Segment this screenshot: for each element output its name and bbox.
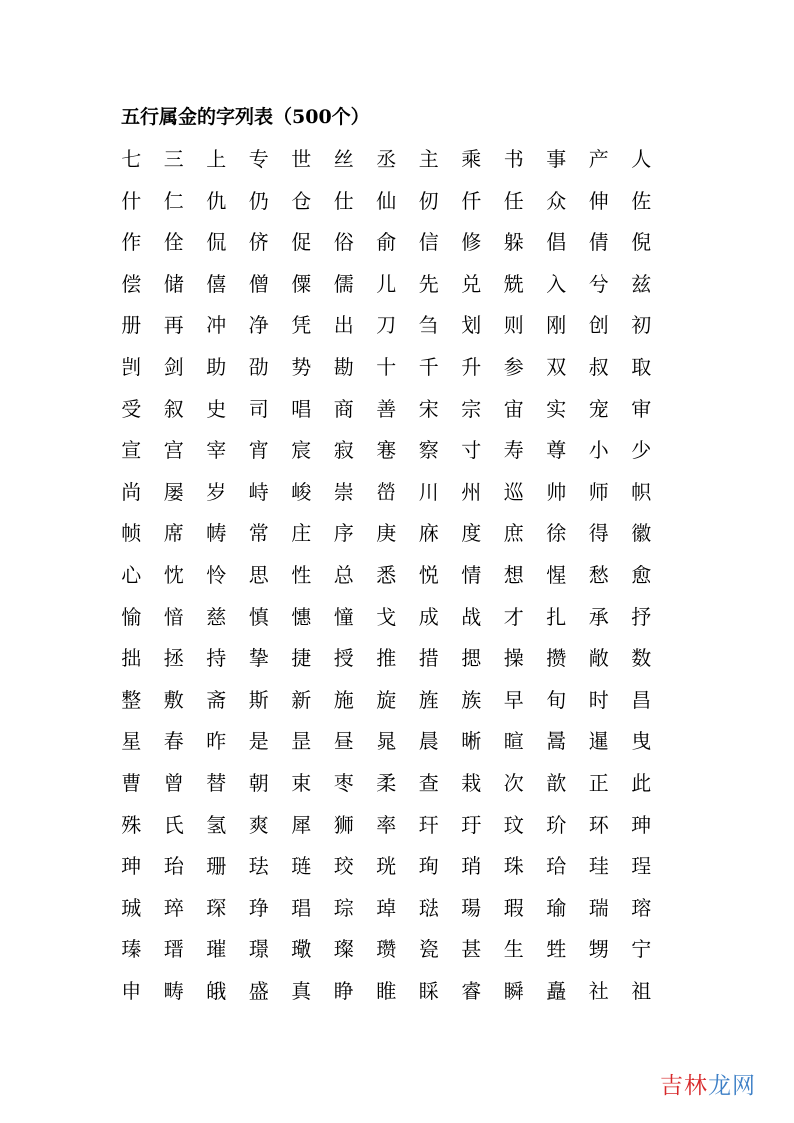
character-cell: 创: [588, 313, 609, 338]
character-cell: 正: [588, 770, 609, 795]
character-cell: 师: [588, 479, 609, 504]
character-cell: 瑨: [163, 937, 184, 962]
character-cell: 促: [291, 230, 312, 255]
character-cell: 璥: [291, 937, 312, 962]
character-cell: 朝: [248, 770, 269, 795]
character-cell: 侪: [248, 230, 269, 255]
character-cell: 珖: [376, 854, 397, 879]
character-cell: 琺: [418, 895, 439, 920]
character-cell: 曹: [121, 770, 142, 795]
character-cell: 察: [418, 438, 439, 463]
character-cell: 崇: [333, 479, 354, 504]
character-cell: 丞: [376, 147, 397, 171]
character-cell: 先: [418, 271, 439, 296]
character-cell: 珨: [546, 854, 567, 879]
character-cell: 爽: [248, 812, 269, 837]
character-cell: 帧: [121, 521, 142, 546]
character-cell: 睢: [376, 978, 397, 1003]
character-table: [110, 139, 663, 1012]
character-cell: 宫: [163, 438, 184, 463]
character-cell: 攒: [546, 646, 567, 671]
character-cell: 兑: [461, 271, 482, 296]
character-cell: 净: [248, 313, 269, 338]
character-cell: 歆: [546, 770, 567, 795]
character-cell: 玕: [418, 812, 439, 837]
character-cell: 旌: [418, 687, 439, 712]
character-cell: 庄: [291, 521, 312, 546]
character-cell: 佐: [631, 188, 652, 213]
character-cell: 三: [163, 147, 184, 171]
character-cell: 愉: [121, 604, 142, 629]
character-cell: 璀: [206, 937, 227, 962]
character-cell: 凭: [291, 313, 312, 338]
character-cell: 峙: [248, 479, 269, 504]
character-cell: 皒: [206, 978, 227, 1003]
character-cell: 储: [163, 271, 184, 296]
character-cell: 悦: [418, 562, 439, 587]
character-cell: 束: [291, 770, 312, 795]
character-cell: 序: [333, 521, 354, 546]
character-cell: 入: [546, 271, 567, 296]
character-cell: 曳: [631, 729, 652, 754]
character-cell: 剀: [121, 354, 142, 379]
character-cell: 是: [248, 729, 269, 754]
character-cell: 珅: [121, 854, 142, 879]
character-cell: 睁: [333, 978, 354, 1003]
character-cell: 倪: [631, 230, 652, 255]
character-cell: 书: [503, 147, 524, 171]
character-cell: 生: [503, 937, 524, 962]
character-cell: 倩: [588, 230, 609, 255]
character-cell: 睿: [461, 978, 482, 1003]
character-cell: 战: [461, 604, 482, 629]
character-cell: 总: [333, 562, 354, 587]
character-cell: 昰: [291, 729, 312, 754]
character-cell: 承: [588, 604, 609, 629]
character-cell: 珐: [248, 854, 269, 879]
character-cell: 修: [461, 230, 482, 255]
character-cell: 受: [121, 396, 142, 421]
watermark-text-blue: 龙网: [708, 1073, 756, 1099]
character-cell: 玟: [503, 812, 524, 837]
character-cell: 玗: [461, 812, 482, 837]
character-cell: 狮: [333, 812, 354, 837]
character-cell: 册: [121, 313, 142, 338]
character-cell: 嵤: [376, 479, 397, 504]
character-cell: 拯: [163, 646, 184, 671]
character-cell: 栽: [461, 770, 482, 795]
character-cell: 仓: [291, 188, 312, 213]
character-cell: 次: [503, 770, 524, 795]
character-cell: 俞: [376, 230, 397, 255]
character-cell: 甚: [461, 937, 482, 962]
character-cell: 昌: [631, 687, 652, 712]
character-cell: 岁: [206, 479, 227, 504]
character-cell: 犀: [291, 812, 312, 837]
character-cell: 措: [418, 646, 439, 671]
character-cell: 世: [291, 147, 312, 171]
character-cell: 憓: [291, 604, 312, 629]
character-cell: 畴: [163, 978, 184, 1003]
character-cell: 揌: [461, 646, 482, 671]
character-cell: 取: [631, 354, 652, 379]
character-cell: 史: [206, 396, 227, 421]
character-cell: 兹: [631, 271, 652, 296]
character-cell: 实: [546, 396, 567, 421]
character-cell: 拙: [121, 646, 142, 671]
character-cell: 作: [121, 230, 142, 255]
character-cell: 小: [588, 438, 609, 463]
character-cell: 琤: [248, 895, 269, 920]
character-cell: 瓷: [418, 937, 439, 962]
character-cell: 常: [248, 521, 269, 546]
character-cell: 伸: [588, 188, 609, 213]
character-cell: 慎: [248, 604, 269, 629]
character-cell: 侃: [206, 230, 227, 255]
character-cell: 愈: [631, 562, 652, 587]
character-cell: 推: [376, 646, 397, 671]
character-cell: 旬: [546, 687, 567, 712]
character-cell: 整: [121, 687, 142, 712]
character-cell: 祖: [631, 978, 652, 1003]
character-cell: 想: [503, 562, 524, 587]
character-cell: 敞: [588, 646, 609, 671]
character-cell: 思: [248, 562, 269, 587]
character-cell: 殊: [121, 812, 142, 837]
character-cell: 晰: [461, 729, 482, 754]
character-cell: 七: [121, 147, 142, 171]
character-cell: 瓒: [376, 937, 397, 962]
character-cell: 宁: [631, 937, 652, 962]
character-cell: 佺: [163, 230, 184, 255]
character-cell: 捷: [291, 646, 312, 671]
character-cell: 琸: [376, 895, 397, 920]
character-cell: 俗: [333, 230, 354, 255]
character-cell: 成: [418, 604, 439, 629]
character-cell: 出: [333, 313, 354, 338]
character-cell: 帜: [631, 479, 652, 504]
character-cell: 社: [588, 978, 609, 1003]
character-cell: 躲: [503, 230, 524, 255]
character-cell: 琗: [163, 895, 184, 920]
character-cell: 宣: [121, 438, 142, 463]
character-cell: 斯: [248, 687, 269, 712]
character-cell: 兟: [503, 271, 524, 296]
character-cell: 琏: [291, 854, 312, 879]
character-cell: 儒: [333, 271, 354, 296]
character-cell: 任: [503, 188, 524, 213]
character-cell: 昨: [206, 729, 227, 754]
character-cell: 申: [121, 978, 142, 1003]
character-cell: 柔: [376, 770, 397, 795]
character-cell: 查: [418, 770, 439, 795]
character-cell: 斋: [206, 687, 227, 712]
character-cell: 度: [461, 521, 482, 546]
character-cell: 倡: [546, 230, 567, 255]
character-cell: 瑕: [503, 895, 524, 920]
character-cell: 珪: [588, 854, 609, 879]
character-cell: 璟: [248, 937, 269, 962]
character-cell: 寸: [461, 438, 482, 463]
character-cell: 信: [418, 230, 439, 255]
character-cell: 千: [418, 354, 439, 379]
character-cell: 情: [461, 562, 482, 587]
character-cell: 峻: [291, 479, 312, 504]
character-cell: 儿: [376, 271, 397, 296]
character-cell: 矗: [546, 978, 567, 1003]
character-cell: 早: [503, 687, 524, 712]
character-cell: 什: [121, 188, 142, 213]
character-cell: 暠: [546, 729, 567, 754]
character-cell: 惺: [546, 562, 567, 587]
character-cell: 叙: [163, 396, 184, 421]
character-cell: 氏: [163, 812, 184, 837]
character-cell: 珵: [631, 854, 652, 879]
character-cell: 偿: [121, 271, 142, 296]
character-cell: 愔: [163, 604, 184, 629]
character-cell: 帱: [206, 521, 227, 546]
character-cell: 十: [376, 354, 397, 379]
character-cell: 旋: [376, 687, 397, 712]
character-cell: 琑: [461, 854, 482, 879]
character-cell: 替: [206, 770, 227, 795]
character-cell: 晁: [376, 729, 397, 754]
character-cell: 宠: [588, 396, 609, 421]
character-cell: 僳: [291, 271, 312, 296]
character-cell: 瑒: [461, 895, 482, 920]
character-cell: 刍: [418, 313, 439, 338]
character-cell: 琮: [333, 895, 354, 920]
character-cell: 善: [376, 396, 397, 421]
character-cell: 势: [291, 354, 312, 379]
character-cell: 徽: [631, 521, 652, 546]
character-cell: 专: [248, 147, 269, 171]
character-cell: 宸: [291, 438, 312, 463]
character-cell: 琛: [206, 895, 227, 920]
character-cell: 扎: [546, 604, 567, 629]
character-cell: 划: [461, 313, 482, 338]
character-cell: 氢: [206, 812, 227, 837]
character-cell: 川: [418, 479, 439, 504]
character-cell: 僧: [248, 271, 269, 296]
character-cell: 授: [333, 646, 354, 671]
character-cell: 仕: [333, 188, 354, 213]
character-cell: 愁: [588, 562, 609, 587]
character-cell: 勘: [333, 354, 354, 379]
character-cell: 仙: [376, 188, 397, 213]
character-cell: 枣: [333, 770, 354, 795]
character-cell: 族: [461, 687, 482, 712]
character-cell: 州: [461, 479, 482, 504]
character-cell: 再: [163, 313, 184, 338]
character-cell: 审: [631, 396, 652, 421]
character-cell: 产: [588, 147, 609, 171]
character-cell: 操: [503, 646, 524, 671]
character-cell: 助: [206, 354, 227, 379]
character-cell: 丝: [333, 147, 354, 171]
character-cell: 此: [631, 770, 652, 795]
character-cell: 众: [546, 188, 567, 213]
character-cell: 慈: [206, 604, 227, 629]
character-cell: 宰: [206, 438, 227, 463]
character-cell: 宵: [248, 438, 269, 463]
page-title: 五行属金的字列表（500个）: [121, 106, 370, 128]
character-cell: 庶: [503, 521, 524, 546]
character-cell: 睬: [418, 978, 439, 1003]
character-cell: 劭: [248, 354, 269, 379]
character-cell: 暄: [503, 729, 524, 754]
character-cell: 参: [503, 354, 524, 379]
character-cell: 仁: [163, 188, 184, 213]
character-cell: 瑜: [546, 895, 567, 920]
character-cell: 琩: [291, 895, 312, 920]
character-cell: 得: [588, 521, 609, 546]
character-cell: 持: [206, 646, 227, 671]
character-cell: 席: [163, 521, 184, 546]
character-cell: 人: [631, 147, 652, 171]
character-cell: 珅: [631, 812, 652, 837]
character-cell: 庚: [376, 521, 397, 546]
character-cell: 环: [588, 812, 609, 837]
character-cell: 晨: [418, 729, 439, 754]
character-cell: 唱: [291, 396, 312, 421]
character-cell: 帅: [546, 479, 567, 504]
character-cell: 刚: [546, 313, 567, 338]
character-cell: 春: [163, 729, 184, 754]
character-cell: 瑞: [588, 895, 609, 920]
character-cell: 僖: [206, 271, 227, 296]
character-cell: 星: [121, 729, 142, 754]
character-cell: 憧: [333, 604, 354, 629]
character-cell: 升: [461, 354, 482, 379]
character-cell: 庥: [418, 521, 439, 546]
character-cell: 珹: [121, 895, 142, 920]
character-cell: 玠: [546, 812, 567, 837]
character-cell: 则: [503, 313, 524, 338]
character-cell: 才: [503, 604, 524, 629]
character-cell: 宙: [503, 396, 524, 421]
character-cell: 敷: [163, 687, 184, 712]
watermark-logo: [660, 1071, 756, 1101]
character-cell: 珣: [418, 854, 439, 879]
character-cell: 瞬: [503, 978, 524, 1003]
character-cell: 珠: [503, 854, 524, 879]
character-cell: 性: [291, 562, 312, 587]
character-cell: 商: [333, 396, 354, 421]
character-cell: 尚: [121, 479, 142, 504]
character-cell: 初: [631, 313, 652, 338]
character-cell: 徐: [546, 521, 567, 546]
character-cell: 冲: [206, 313, 227, 338]
character-cell: 戈: [376, 604, 397, 629]
character-cell: 瑧: [121, 937, 142, 962]
character-cell: 数: [631, 646, 652, 671]
character-cell: 忱: [163, 562, 184, 587]
character-cell: 率: [376, 812, 397, 837]
character-cell: 真: [291, 978, 312, 1003]
character-cell: 上: [206, 147, 227, 171]
character-cell: 主: [418, 147, 439, 171]
character-cell: 甡: [546, 937, 567, 962]
character-cell: 仍: [248, 188, 269, 213]
character-cell: 甥: [588, 937, 609, 962]
character-cell: 抒: [631, 604, 652, 629]
character-cell: 暹: [588, 729, 609, 754]
character-cell: 兮: [588, 271, 609, 296]
character-cell: 叔: [588, 354, 609, 379]
character-cell: 寿: [503, 438, 524, 463]
character-cell: 仞: [418, 188, 439, 213]
character-cell: 寂: [333, 438, 354, 463]
character-cell: 璨: [333, 937, 354, 962]
character-cell: 剑: [163, 354, 184, 379]
character-cell: 瑢: [631, 895, 652, 920]
character-cell: 珆: [163, 854, 184, 879]
character-cell: 司: [248, 396, 269, 421]
character-cell: 昼: [333, 729, 354, 754]
character-cell: 尊: [546, 438, 567, 463]
character-cell: 珓: [333, 854, 354, 879]
character-cell: 寋: [376, 438, 397, 463]
character-cell: 宗: [461, 396, 482, 421]
character-cell: 心: [121, 562, 142, 587]
character-cell: 新: [291, 687, 312, 712]
character-cell: 仇: [206, 188, 227, 213]
character-cell: 盛: [248, 978, 269, 1003]
character-cell: 珊: [206, 854, 227, 879]
character-cell: 仟: [461, 188, 482, 213]
watermark-text-red: 吉林: [660, 1073, 708, 1099]
character-cell: 屡: [163, 479, 184, 504]
character-cell: 事: [546, 147, 567, 171]
character-cell: 悉: [376, 562, 397, 587]
character-cell: 刀: [376, 313, 397, 338]
character-cell: 怜: [206, 562, 227, 587]
character-cell: 挚: [248, 646, 269, 671]
character-cell: 宋: [418, 396, 439, 421]
character-cell: 时: [588, 687, 609, 712]
character-cell: 乘: [461, 147, 482, 171]
character-cell: 双: [546, 354, 567, 379]
character-cell: 施: [333, 687, 354, 712]
character-cell: 巡: [503, 479, 524, 504]
character-cell: 少: [631, 438, 652, 463]
character-cell: 曾: [163, 770, 184, 795]
